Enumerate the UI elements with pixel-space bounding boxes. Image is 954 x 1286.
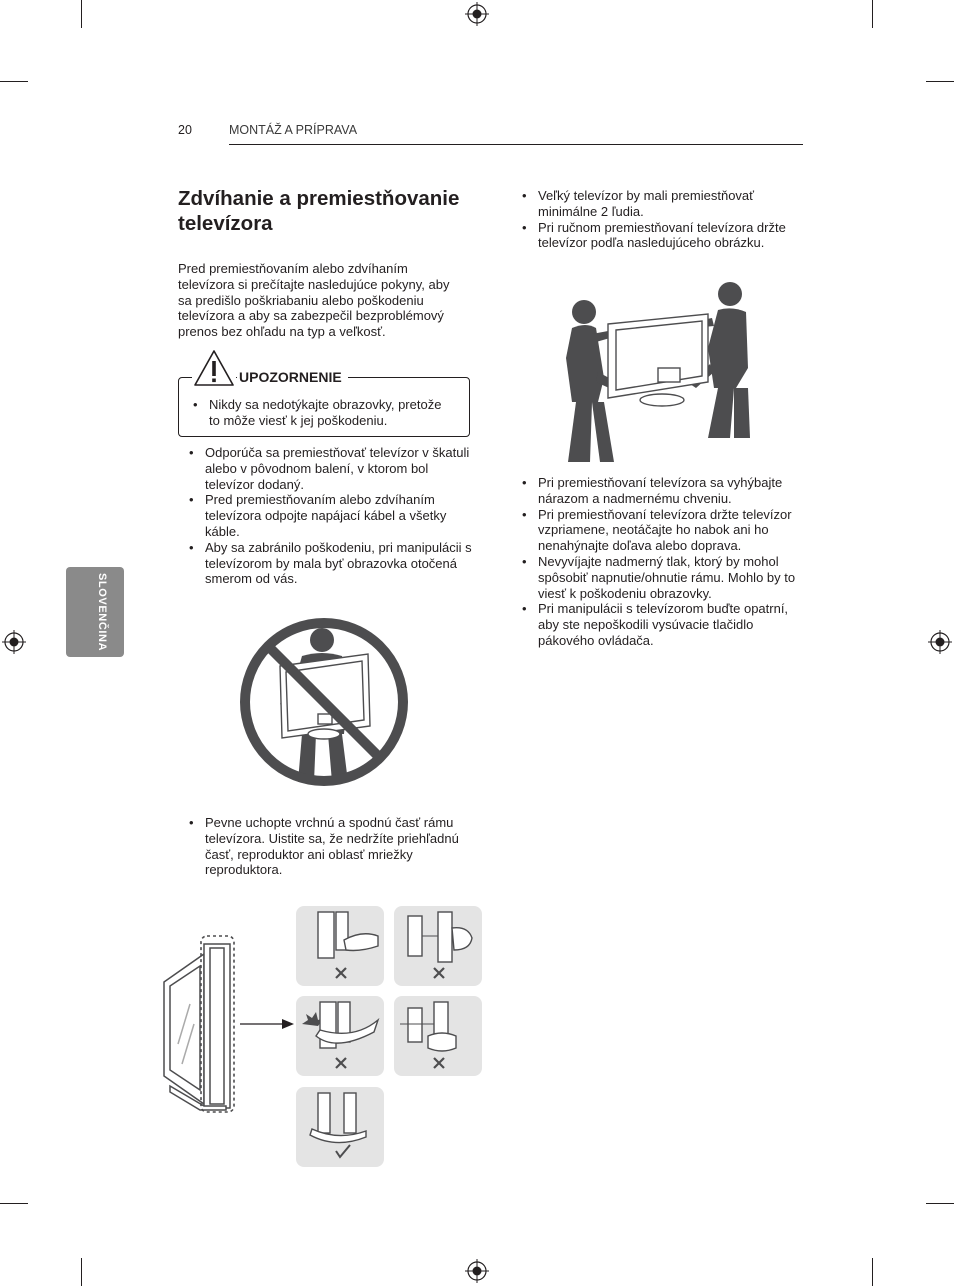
list-item: • Nevyvíjajte nadmerný tlak, ktorý by mohol spôsobiť napnutie/ohnutie rámu. Mohlo by to viesť k poškodeniu obrazovky. bbox=[522, 554, 807, 601]
caution-title: UPOZORNENIE bbox=[237, 369, 348, 385]
crop-mark bbox=[0, 1203, 28, 1204]
grip-panel bbox=[394, 996, 482, 1076]
grip-panel bbox=[296, 996, 384, 1076]
grip-panel-illustration bbox=[296, 996, 384, 1076]
list-item: • Veľký televízor by mali premiestňovať minimálne 2 ľudia. bbox=[522, 188, 807, 220]
grip-panel bbox=[394, 906, 482, 986]
language-tab-label: SLOVENČINA bbox=[96, 573, 108, 652]
registration-mark-icon bbox=[465, 2, 489, 26]
section-title: MONTÁŽ A PRÍPRAVA bbox=[229, 123, 358, 137]
grip-panel bbox=[296, 906, 384, 986]
list-item: • Pri premiestňovaní televízora držte televízor vzpriamene, neotáčajte ho nabok ani ho nenahýnajte doľava alebo doprava. bbox=[522, 507, 807, 554]
caution-list bbox=[193, 397, 455, 429]
list-item: • Pri manipulácii s televízorom buďte opatrní, aby ste nepoškodili vysúvacie tlačidlo pákového ovládača. bbox=[522, 601, 807, 648]
bullet-list bbox=[522, 475, 807, 649]
grip-panel-illustration bbox=[394, 906, 482, 986]
page-title: Zdvíhanie a premiestňovanie televízora bbox=[178, 187, 460, 235]
list-item: • Pevne uchopte vrchnú a spodnú časť rámu televízora. Uistite sa, že nedržíte priehľadnú časť, reproduktor ani oblasť mriežky reproduktora. bbox=[189, 815, 474, 878]
header-divider bbox=[229, 144, 803, 145]
language-tab bbox=[66, 567, 124, 657]
list-item: • Pri premiestňovaní televízora sa vyhýbajte nárazom a nadmernému chveniu. bbox=[522, 475, 807, 507]
crop-mark bbox=[926, 1203, 954, 1204]
crop-mark bbox=[81, 1258, 82, 1286]
list-item: • Nikdy sa nedotýkajte obrazovky, pretože to môže viesť k jej poškodeniu. bbox=[193, 397, 455, 429]
warning-triangle-icon bbox=[192, 348, 236, 388]
crop-mark bbox=[872, 0, 873, 28]
registration-mark-icon bbox=[465, 1259, 489, 1283]
tv-side-illustration bbox=[160, 934, 296, 1114]
bullet-list bbox=[189, 815, 474, 878]
list-item: • Odporúča sa premiestňovať televízor v škatuli alebo v pôvodnom balení, v ktorom bol televízor dodaný. bbox=[189, 445, 474, 492]
crop-mark bbox=[926, 81, 954, 82]
page-number: 20 bbox=[178, 123, 192, 137]
grip-panel-illustration bbox=[296, 1087, 384, 1167]
intro-paragraph: Pred premiestňovaním alebo zdvíhaním televízora si prečítajte nasledujúce pokyny, aby sa predišlo poškriabaniu alebo poškodeniu televízora a aby sa zabezpečil bezproblémový prenos bez ohľadu na typ a veľkosť. bbox=[178, 261, 450, 340]
grip-panel-illustration bbox=[394, 996, 482, 1076]
list-item: • Aby sa zabránilo poškodeniu, pri manipulácii s televízorom by mala byť obrazovka otočená smerom od vás. bbox=[189, 540, 474, 587]
list-item: • Pred premiestňovaním alebo zdvíhaním televízora odpojte napájací kábel a všetky káble. bbox=[189, 492, 474, 539]
registration-mark-icon bbox=[2, 630, 26, 654]
two-person-carry-illustration bbox=[562, 278, 756, 464]
registration-mark-icon bbox=[928, 630, 952, 654]
crop-mark bbox=[872, 1258, 873, 1286]
grip-panel bbox=[296, 1087, 384, 1167]
bullet-list bbox=[189, 445, 474, 587]
crop-mark bbox=[0, 81, 28, 82]
crop-mark bbox=[81, 0, 82, 28]
list-item: • Pri ručnom premiestňovaní televízora držte televízor podľa nasledujúceho obrázku. bbox=[522, 220, 807, 252]
grip-panel-illustration bbox=[296, 906, 384, 986]
bullet-list bbox=[522, 188, 807, 251]
prohibited-carry-illustration bbox=[236, 614, 412, 790]
